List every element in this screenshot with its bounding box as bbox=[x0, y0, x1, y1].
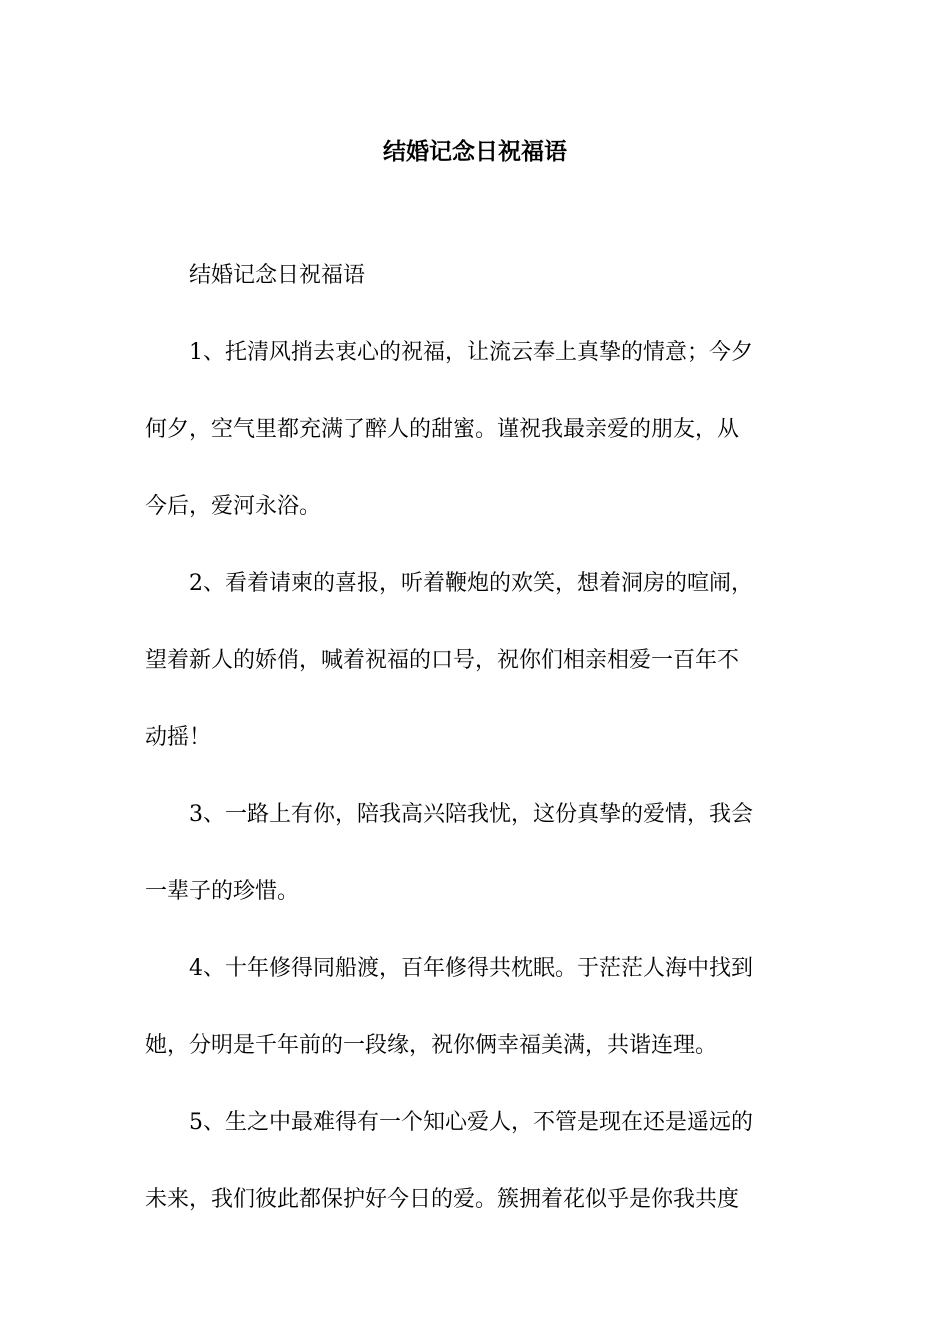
paragraph-line: 3、一路上有你，陪我高兴陪我忧，这份真挚的爱情，我会 bbox=[189, 802, 753, 827]
paragraph-line: 望着新人的娇俏，喊着祝福的口号，祝你们相亲相爱一百年不 bbox=[145, 648, 740, 673]
paragraph-line: 她，分明是千年前的一段缘，祝你俩幸福美满，共谐连理。 bbox=[145, 1033, 718, 1058]
paragraph-line: 5、生之中最难得有一个知心爱人，不管是现在还是遥远的 bbox=[189, 1110, 753, 1135]
paragraph-line: 今后，爱河永浴。 bbox=[145, 494, 322, 519]
paragraph-2 bbox=[145, 545, 810, 776]
paragraph-line: 何夕，空气里都充满了醉人的甜蜜。谨祝我最亲爱的朋友，从 bbox=[145, 417, 740, 442]
paragraph-line: 动摇！ bbox=[145, 725, 212, 750]
paragraph-3 bbox=[145, 776, 810, 930]
paragraph-4 bbox=[145, 930, 810, 1084]
paragraph-line: 一辈子的珍惜。 bbox=[145, 879, 300, 904]
document-subtitle: 结婚记念日祝福语 bbox=[189, 263, 366, 288]
paragraph-1 bbox=[145, 314, 810, 545]
paragraph-5 bbox=[145, 1084, 810, 1238]
paragraph-line: 未来，我们彼此都保护好今日的爱。簇拥着花似乎是你我共度 bbox=[145, 1187, 740, 1212]
paragraph-line: 2、看着请柬的喜报，听着鞭炮的欢笑，想着洞房的喧闹， bbox=[189, 571, 753, 596]
document-title: 结婚记念日祝福语 bbox=[383, 139, 567, 165]
paragraph-line: 4、十年修得同船渡，百年修得共枕眠。于茫茫人海中找到 bbox=[189, 956, 753, 981]
paragraph-line: 1、托清风捎去衷心的祝福，让流云奉上真挚的情意；今夕 bbox=[189, 340, 753, 365]
